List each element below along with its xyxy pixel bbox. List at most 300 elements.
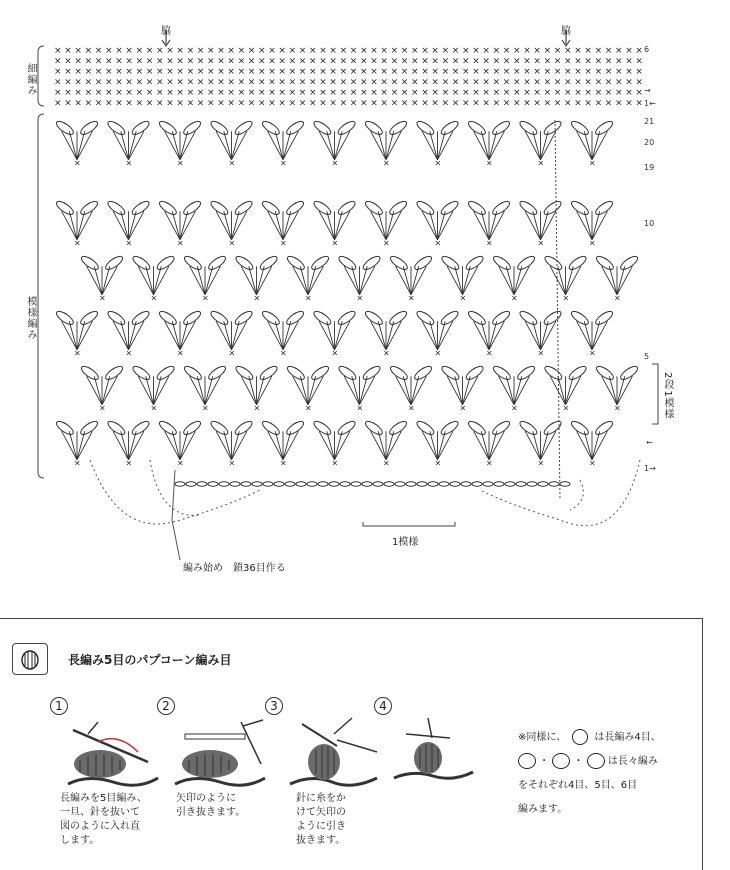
note-line-1: ※同様に、 は長編み4目、	[518, 726, 698, 750]
sc-stitch: ×	[125, 77, 133, 88]
chain-loop	[467, 309, 488, 327]
dc-stitch	[283, 131, 298, 160]
dc-stitch	[129, 211, 144, 240]
dc-stitch	[455, 376, 463, 405]
sc-stitch: ×	[625, 46, 633, 56]
chain-loop	[464, 254, 485, 272]
sc-stitch: ×	[594, 56, 603, 67]
sc-stitch: ×	[562, 293, 570, 303]
sc-stitch: ×	[309, 88, 317, 98]
sc-stitch: ×	[635, 67, 643, 77]
sc-stitch: ×	[589, 348, 596, 358]
dc-stitch	[121, 321, 129, 350]
dc-stitch	[268, 321, 283, 350]
sc-stitch: ×	[390, 67, 399, 77]
sc-stitch: ×	[99, 293, 106, 303]
fan-main	[55, 199, 100, 247]
sc-stitch: ×	[329, 98, 337, 109]
dc-stitch	[268, 211, 283, 240]
dc-stitch	[438, 211, 446, 240]
sc-stitch: ×	[115, 88, 123, 98]
dc-stitch	[129, 321, 144, 350]
chain-loop	[158, 119, 179, 137]
sc-stitch: ×	[635, 56, 643, 67]
dc-stitch	[592, 321, 607, 350]
dc-stitch	[541, 211, 556, 240]
sc-stitch: ×	[278, 77, 286, 88]
dc-stitch	[205, 376, 220, 405]
sc-stitch: ×	[431, 67, 439, 77]
dc-stitch	[283, 211, 298, 240]
sc-stitch: ×	[434, 348, 442, 358]
dc-stitch	[506, 266, 514, 295]
chain-loop	[542, 119, 563, 137]
fan-main	[312, 199, 357, 247]
fan-main	[312, 419, 357, 467]
sc-stitch: ×	[553, 98, 562, 109]
sc-stitch: ×	[574, 56, 582, 67]
sc-stitch: ×	[537, 458, 545, 468]
sc-stitch: ×	[217, 67, 225, 77]
sc-stitch: ×	[319, 67, 327, 77]
chain-stitch	[527, 482, 537, 486]
sc-stitch: ×	[441, 46, 450, 56]
step-4-illustration	[388, 712, 478, 792]
sc-stitch: ×	[511, 403, 518, 413]
sc-row	[54, 57, 643, 67]
dc-stitch	[541, 431, 549, 460]
dc-stitch	[224, 321, 232, 350]
sc-stitch: ×	[564, 98, 572, 109]
sc-stitch: ×	[492, 77, 501, 88]
sc-stitch: ×	[604, 98, 613, 109]
dc-stitch	[481, 211, 489, 240]
sc-stitch: ×	[451, 88, 460, 98]
dc-stitch	[566, 376, 581, 405]
dc-stitch	[102, 266, 117, 295]
sc-stitch: ×	[370, 98, 378, 109]
sc-stitch: ×	[482, 56, 490, 67]
sc-stitch: ×	[486, 348, 493, 358]
sc-stitch: ×	[604, 56, 613, 67]
fan-main	[106, 309, 151, 357]
sc-stitch: ×	[253, 403, 261, 413]
sc-stitch: ×	[145, 98, 154, 109]
sc-stitch: ×	[604, 88, 613, 98]
sc-stitch: ×	[523, 67, 531, 77]
sc-stitch: ×	[268, 67, 276, 77]
dc-stitch	[308, 266, 316, 295]
sc-stitch: ×	[156, 67, 164, 77]
chain-loop	[388, 119, 409, 137]
dc-stitch	[371, 321, 386, 350]
sc-stitch: ×	[156, 98, 164, 109]
dc-stitch	[197, 376, 205, 405]
sc-stitch: ×	[635, 46, 643, 56]
dc-stitch	[205, 266, 220, 295]
sc-stitch: ×	[523, 88, 531, 98]
sc-stitch: ×	[462, 88, 470, 98]
sc-stitch: ×	[288, 98, 297, 109]
sc-stitch: ×	[339, 77, 348, 88]
chain-loop	[130, 199, 151, 217]
sc-stitch: ×	[370, 88, 378, 98]
sc-stitch: ×	[150, 403, 158, 413]
sc-stitch: ×	[135, 98, 144, 109]
sc-stitch: ×	[99, 403, 106, 413]
chain-loop	[542, 309, 563, 327]
chain-loop	[286, 254, 307, 272]
sc-stitch: ×	[74, 56, 82, 67]
dc-stitch	[335, 431, 343, 460]
chain-loop	[415, 419, 436, 437]
sc-stitch: ×	[383, 158, 390, 168]
chain-loop	[388, 419, 409, 437]
sc-stitch: ×	[105, 98, 113, 109]
chain-stitch	[472, 482, 482, 486]
sc-stitch: ×	[553, 46, 562, 56]
popcorn-6-icon	[552, 753, 570, 769]
sc-stitch: ×	[584, 77, 592, 88]
dc-stitch	[180, 431, 195, 460]
chain-stitch	[450, 482, 460, 486]
bracket-repeat	[652, 364, 658, 424]
sc-stitch: ×	[370, 46, 378, 56]
sc-stitch: ×	[268, 56, 276, 67]
dc-stitch	[386, 131, 394, 160]
chain-loop	[415, 309, 436, 327]
chain-loop	[439, 309, 460, 327]
sc-stitch: ×	[247, 88, 256, 98]
sc-stitch: ×	[441, 56, 450, 67]
dc-stitch	[268, 131, 283, 160]
chain-loop	[55, 309, 76, 327]
dc-stitch	[293, 376, 308, 405]
sc-stitch: ×	[207, 67, 215, 77]
sc-stitch: ×	[253, 293, 261, 303]
sc-stitch: ×	[227, 46, 235, 56]
sc-stitch: ×	[502, 46, 511, 56]
dc-stitch	[319, 321, 334, 350]
fan-main	[106, 419, 151, 467]
chain-loop	[285, 309, 306, 327]
sc-stitch: ×	[177, 158, 184, 168]
sc-stitch: ×	[74, 238, 81, 248]
chain-stitch	[197, 482, 207, 486]
sc-stitch: ×	[584, 88, 592, 98]
chain-stitch	[274, 482, 284, 486]
sc-stitch: ×	[329, 67, 337, 77]
dc-stitch	[113, 431, 128, 460]
dc-stitch	[481, 131, 489, 160]
sc-stitch: ×	[156, 77, 164, 88]
sc-stitch: ×	[574, 88, 582, 98]
dc-stitch	[172, 131, 180, 160]
dc-stitch	[232, 211, 240, 240]
dc-stitch	[172, 321, 180, 350]
sc-stitch: ×	[562, 403, 570, 413]
sc-stitch: ×	[207, 98, 215, 109]
dashed-guide	[555, 120, 560, 500]
sc-stitch: ×	[434, 458, 442, 468]
sc-stitch: ×	[176, 67, 184, 77]
sc-stitch: ×	[288, 67, 297, 77]
sc-stitch: ×	[553, 88, 562, 98]
fan-top	[158, 119, 203, 167]
bracket-sc	[38, 46, 44, 106]
sc-stitch: ×	[309, 98, 317, 109]
chain-loop	[285, 199, 306, 217]
chain-loop	[158, 199, 179, 217]
dc-stitch	[558, 266, 566, 295]
chain-loop	[439, 199, 460, 217]
sc-stitch: ×	[319, 98, 327, 109]
chain-loop	[389, 254, 410, 272]
chain-loop	[130, 309, 151, 327]
chain-loop	[130, 419, 151, 437]
dc-stitch	[386, 321, 401, 350]
dc-stitch	[146, 266, 154, 295]
sc-stitch: ×	[331, 238, 339, 248]
fan-main	[364, 199, 409, 247]
chain-loop	[619, 254, 640, 272]
sc-stitch: ×	[298, 98, 307, 109]
dc-stitch	[154, 376, 162, 405]
sc-stitch: ×	[411, 98, 419, 109]
fan-main	[80, 364, 125, 412]
sc-stitch: ×	[492, 56, 501, 67]
sc-stitch: ×	[574, 46, 582, 56]
sc-stitch: ×	[135, 88, 144, 98]
fan-main	[337, 364, 382, 412]
sc-stitch: ×	[462, 98, 470, 109]
chain-loop	[79, 309, 100, 327]
dc-stitch	[283, 321, 291, 350]
sc-stitch: ×	[74, 88, 82, 98]
fan-top	[518, 119, 563, 167]
sc-stitch: ×	[145, 77, 154, 88]
chain-stitch	[296, 482, 306, 486]
fan-main	[543, 254, 588, 302]
sc-stitch: ×	[390, 88, 399, 98]
chain-loop	[389, 364, 410, 382]
dc-stitch	[577, 131, 592, 160]
sc-stitch: ×	[202, 403, 209, 413]
sc-stitch: ×	[125, 88, 133, 98]
fan-top	[106, 119, 151, 167]
sc-stitch: ×	[431, 88, 439, 98]
note-line-4: 編みます。	[518, 804, 568, 815]
dc-stitch	[165, 431, 180, 460]
repeat-rows-label: 2段1模様	[662, 372, 673, 420]
dc-stitch	[514, 376, 529, 405]
chain-loop	[182, 199, 203, 217]
sc-stitch: ×	[513, 98, 521, 109]
step-2-illustration	[165, 712, 275, 792]
sc-stitch: ×	[177, 238, 184, 248]
sc-stitch: ×	[94, 46, 103, 56]
dc-stitch	[378, 321, 386, 350]
sc-stitch: ×	[64, 56, 72, 67]
dc-stitch	[275, 211, 283, 240]
dc-stitch	[489, 321, 504, 350]
dc-stitch	[77, 211, 92, 240]
sc-stitch: ×	[186, 46, 195, 56]
sc-stitch: ×	[94, 67, 103, 77]
sc-stitch: ×	[135, 56, 144, 67]
chain-loop	[518, 199, 539, 217]
sc-stitch: ×	[228, 158, 236, 168]
dc-stitch	[474, 211, 489, 240]
dc-stitch	[438, 321, 453, 350]
dc-stitch	[386, 321, 394, 350]
sc-stitch: ×	[309, 56, 317, 67]
sc-stitch: ×	[390, 56, 399, 67]
chain-stitch	[318, 482, 328, 486]
chain-loop	[312, 419, 333, 437]
dc-stitch	[172, 431, 180, 460]
chain-stitch	[373, 482, 383, 486]
sc-stitch: ×	[349, 98, 358, 109]
chain-loop	[361, 364, 382, 382]
sc-stitch: ×	[349, 77, 358, 88]
chain-loop	[130, 119, 151, 137]
dc-stitch	[386, 431, 401, 460]
dc-stitch	[489, 131, 504, 160]
chain-stitch	[384, 482, 394, 486]
fan-main	[467, 309, 512, 357]
dc-stitch	[224, 131, 232, 160]
chain-loop	[155, 364, 176, 382]
fan-main	[389, 254, 434, 302]
sc-stitch: ×	[553, 77, 562, 88]
sc-stitch: ×	[543, 67, 552, 77]
dc-stitch	[396, 376, 411, 405]
sc-stitch: ×	[411, 77, 419, 88]
chain-loop	[336, 419, 357, 437]
dc-stitch	[257, 266, 272, 295]
sc-stitch: ×	[280, 238, 287, 248]
chain-loop	[439, 419, 460, 437]
sc-stitch: ×	[329, 56, 337, 67]
sc-stitch: ×	[574, 67, 582, 77]
chain-loop	[440, 254, 461, 272]
dc-stitch	[224, 431, 232, 460]
sc-stitch: ×	[594, 46, 603, 56]
sc-stitch: ×	[441, 98, 450, 109]
sc-stitch: ×	[54, 88, 62, 98]
dc-stitch	[474, 321, 489, 350]
step-1-illustration	[58, 712, 168, 792]
legend-title: 長編み5目のパプコーン編み目	[68, 653, 232, 667]
chain-loop	[209, 419, 230, 437]
sc-stitch: ×	[625, 88, 633, 98]
sc-stitch: ×	[482, 88, 490, 98]
dc-stitch	[422, 131, 437, 160]
sc-stitch: ×	[390, 77, 399, 88]
dc-stitch	[609, 266, 617, 295]
dc-stitch	[617, 266, 632, 295]
dc-stitch	[411, 376, 426, 405]
chain-loop	[312, 119, 333, 137]
fan-main	[415, 309, 460, 357]
sc-stitch: ×	[94, 98, 103, 109]
dc-stitch	[481, 431, 489, 460]
dc-stitch	[293, 266, 308, 295]
sc-stitch: ×	[594, 67, 603, 77]
sc-stitch: ×	[288, 56, 297, 67]
chain-loop	[518, 419, 539, 437]
sc-stitch: ×	[472, 56, 480, 67]
sc-stitch: ×	[462, 56, 470, 67]
dc-stitch	[268, 431, 283, 460]
dc-stitch	[617, 266, 625, 295]
dc-stitch	[180, 321, 195, 350]
dc-stitch	[335, 211, 350, 240]
fan-main	[158, 419, 203, 467]
sc-stitch: ×	[451, 77, 460, 88]
sc-stitch: ×	[280, 348, 287, 358]
sc-stitch: ×	[513, 67, 521, 77]
sc-stitch: ×	[472, 98, 480, 109]
fan-main	[209, 309, 254, 357]
chain-loop	[261, 119, 282, 137]
legend-note	[518, 726, 698, 822]
sc-stitch: ×	[207, 77, 215, 88]
sc-stitch: ×	[268, 98, 276, 109]
dc-stitch	[283, 131, 291, 160]
sc-stitch: ×	[177, 348, 184, 358]
sc-stitch: ×	[594, 77, 603, 88]
sc-stitch: ×	[441, 77, 450, 88]
dc-stitch	[172, 211, 180, 240]
chain-loop	[80, 364, 101, 382]
chain-loop	[619, 364, 640, 382]
chain-loop	[310, 254, 331, 272]
chain-loop	[594, 309, 615, 327]
dc-stitch	[566, 266, 581, 295]
sc-stitch: ×	[523, 56, 531, 67]
sc-stitch: ×	[421, 98, 429, 109]
dc-stitch	[165, 211, 180, 240]
dc-stitch	[474, 131, 489, 160]
dc-stitch	[154, 376, 169, 405]
dc-stitch	[489, 211, 497, 240]
chain-loop	[233, 119, 254, 137]
dc-stitch	[87, 266, 102, 295]
sc-stitch: ×	[84, 98, 93, 109]
dc-stitch	[403, 266, 411, 295]
sc-stitch: ×	[431, 77, 439, 88]
sc-stitch: ×	[390, 98, 399, 109]
sc-stitch: ×	[492, 67, 501, 77]
dc-stitch	[463, 266, 478, 295]
row-number-20: 20	[644, 138, 655, 147]
sc-stitch: ×	[217, 88, 225, 98]
fan-main	[131, 254, 176, 302]
chain-loop	[79, 199, 100, 217]
sc-stitch: ×	[227, 88, 235, 98]
fan-main	[492, 364, 537, 412]
sc-stitch: ×	[258, 88, 266, 98]
dc-stitch	[257, 376, 265, 405]
dc-stitch	[335, 321, 343, 350]
chain-loop	[567, 364, 588, 382]
sc-stitch: ×	[431, 98, 439, 109]
chain-stitch	[494, 482, 504, 486]
chain-loop	[286, 364, 307, 382]
sc-stitch: ×	[360, 88, 368, 98]
